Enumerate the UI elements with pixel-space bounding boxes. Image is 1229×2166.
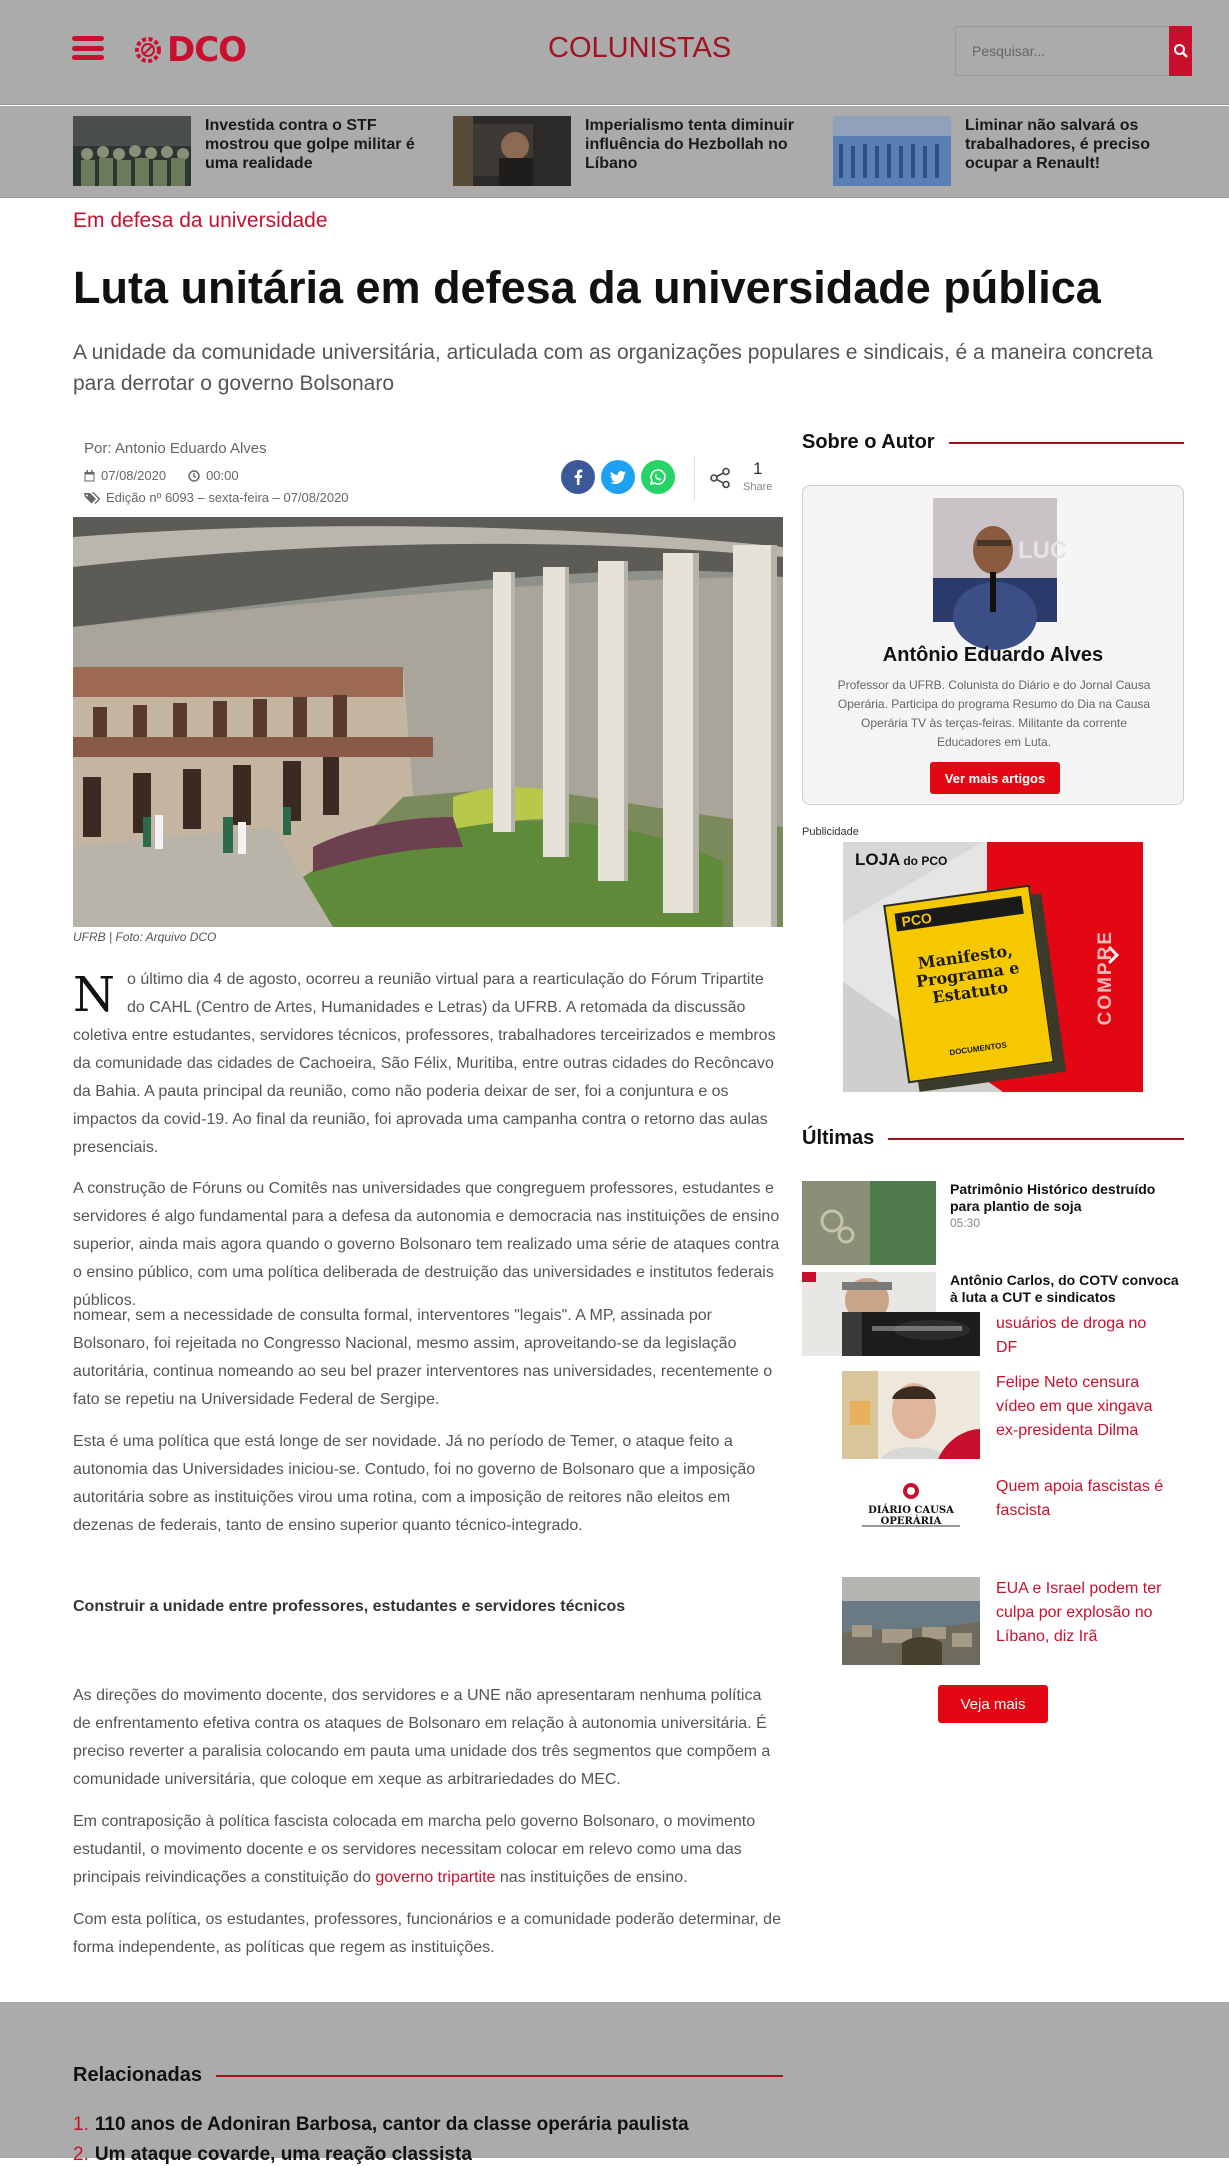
more-news-item[interactable] xyxy=(842,1312,1172,1360)
ticker-item[interactable] xyxy=(833,116,1203,186)
article-date-row xyxy=(84,468,239,483)
ticker-thumbnail xyxy=(833,116,951,186)
latest-title xyxy=(950,1181,1184,1265)
news-thumbnail xyxy=(842,1312,980,1356)
heading-text: Últimas xyxy=(802,1127,875,1149)
paragraph-4: Esta é uma política que está longe de ser novidade. Já no período de Temer, o ataque feito a autonomia das Universidades iniciou-se. Contudo, foi no governo de Bolsonaro que a imposição autoritária sobre as instituições virou uma rotina, com a imposição de reitores não eleitos em dezenas de federais, tanto de ensino superior quanto técnico-integrado. xyxy=(73,1433,756,1534)
news-thumbnail xyxy=(842,1371,980,1459)
author-bio: Professor da UFRB. Colunista do Diário e do Jornal Causa Operária. Participa do programa Resumo do Dia na Causa Operária TV às terças-feiras. Militante da corrente Educadores em Luta. xyxy=(837,678,1151,749)
clock-icon xyxy=(188,470,200,482)
article-hero-image xyxy=(73,517,783,927)
news-thumbnail xyxy=(842,1577,980,1665)
news-title: Quem apoia fascistas é fascista xyxy=(996,1478,1164,1519)
ticker-title: Liminar não salvará os trabalhadores, é preciso ocupar a Renault! xyxy=(965,117,1150,172)
book-cover xyxy=(883,885,1055,1084)
search-icon xyxy=(1173,43,1189,59)
top-header xyxy=(0,0,1229,105)
time-group xyxy=(188,468,239,483)
author-card xyxy=(802,485,1184,805)
related-number: 1. xyxy=(73,2114,89,2135)
news-thumbnail xyxy=(842,1475,980,1563)
paragraph-3: nomear, sem a necessidade de consulta formal, interventores "legais". A MP, assinada por Bolsonaro, foi rejeitada no Congresso Nacional, mesmo assim, aproveitando-se da legislação autoritária, continua nomeando ao seu bel prazer interventores nas universidades, recentemente o fato se repetiu na Universidade Federal de Sergipe. xyxy=(73,1307,773,1408)
paragraph-7: Com esta política, os estudantes, professores, funcionários e a comunidade poderão determinar, de forma independente, as políticas que regem as instituições. xyxy=(73,1911,781,1956)
author-avatar[interactable] xyxy=(933,498,1068,622)
more-news-item[interactable] xyxy=(842,1577,1172,1665)
latest-item[interactable] xyxy=(802,1181,1184,1265)
article-byline[interactable]: Por: Antonio Eduardo Alves xyxy=(84,440,267,457)
latest-time: 05:30 xyxy=(950,1216,981,1230)
headline-ticker xyxy=(0,106,1229,198)
heading-text: Relacionadas xyxy=(73,2064,202,2086)
governo-tripartite-link[interactable]: governo tripartite xyxy=(375,1869,496,1886)
see-more-button[interactable]: Veja mais xyxy=(938,1685,1048,1723)
menu-icon[interactable] xyxy=(72,36,104,60)
related-title: 110 anos de Adoniran Barbosa, cantor da classe operária paulista xyxy=(94,2114,689,2135)
paragraph-6 xyxy=(73,1808,783,1892)
paragraph-2: A construção de Fóruns ou Comitês nas universidades que congreguem professores, estudantes e servidores é algo fundamental para a defesa da autonomia e democracia nas instituições de ensino superior, ainda mais agora quando o governo Bolsonaro tem realizado uma série de ataques contra o ensino público, com uma política deliberada de destruição das universidades e institutos federais públicos. xyxy=(73,1180,780,1309)
article-edition[interactable]: Edição nº 6093 – sexta-feira – 07/08/2020 xyxy=(106,490,349,505)
latest-item[interactable] xyxy=(802,1272,1184,1314)
ad-cta-text: COMPRE xyxy=(1095,930,1116,1026)
advertisement-banner[interactable] xyxy=(843,842,1143,1092)
ticker-item[interactable] xyxy=(73,116,443,186)
heading-text: Sobre o Autor xyxy=(802,431,935,453)
facebook-icon xyxy=(573,469,583,485)
tags-icon xyxy=(84,492,100,504)
latest-title-text: Patrimônio Histórico destruído para plantio de soja xyxy=(950,1181,1156,1214)
search-input[interactable] xyxy=(955,26,1169,76)
article-subtitle: A unidade da comunidade universitária, articulada com as organizações populares e sindicais, é a maneira concreta para derrotar o governo Bolsonaro xyxy=(73,341,1153,395)
article-kicker[interactable]: Em defesa da universidade xyxy=(73,209,328,232)
whatsapp-share-button[interactable] xyxy=(641,460,675,494)
article-time: 00:00 xyxy=(206,468,239,483)
more-news-item[interactable] xyxy=(842,1475,1172,1563)
author-name[interactable]: Antônio Eduardo Alves xyxy=(882,644,1104,666)
store-logo-brand: do PCO xyxy=(903,854,948,868)
share-counter[interactable] xyxy=(694,456,772,500)
drop-cap: N xyxy=(73,967,115,1023)
share-label: Share xyxy=(743,481,773,493)
paragraph-text: nas instituições de ensino. xyxy=(495,1869,688,1886)
article-title: Luta unitária em defesa da universidade pública xyxy=(73,262,1101,313)
paragraph-text: Em contraposição à política fascista colocada em marcha pelo governo Bolsonaro, o movimento estudantil, o movimento docente e os servidores necessitam colocar em relevo como uma das principais reivindicações a constituição do xyxy=(73,1813,756,1886)
share-icon xyxy=(709,467,731,489)
store-logo xyxy=(855,850,947,870)
search-form xyxy=(955,26,1192,76)
diario-logo-text: DIÁRIO CAUSA OPERÁRIA xyxy=(868,1505,954,1527)
related-title: Um ataque covarde, uma reação classista xyxy=(94,2144,472,2165)
svg-text:LUC: LUC xyxy=(1018,537,1068,564)
facebook-share-button[interactable] xyxy=(561,460,595,494)
image-caption: UFRB | Foto: Arquivo DCO xyxy=(73,930,217,944)
latest-heading xyxy=(802,1127,1184,1150)
news-title: usuários de droga no DF xyxy=(996,1315,1147,1356)
paragraph-text: o último dia 4 de agosto, ocorreu a reunião virtual para a rearticulação do Fórum Tripartite do CAHL (Centro de Artes, Humanidades e Letras) da UFRB. A retomada da discussão coletiva entre estudantes, servidores técnicos, professores, trabalhadores terceirizados e membros da comunidade das cidades de Cachoeira, São Félix, Muritiba, entre outras cidades do Recôncavo da Bahia. A pauta principal da reunião, como não poderia deixar de ser, foi a conjuntura e os impactos da covid-19. Ao final da reunião, foi aprovada uma campanha contra o retorno das aulas presenciais. xyxy=(73,971,776,1156)
site-logo[interactable] xyxy=(133,30,246,70)
date-group xyxy=(84,468,166,483)
gear-hammer-sickle-icon xyxy=(133,35,163,65)
latest-title: Antônio Carlos, do COTV convoca à luta a CUT e sindicatos xyxy=(950,1272,1179,1305)
paragraph-1 xyxy=(73,966,783,1162)
ticker-title: Investida contra o STF mostrou que golpe militar é uma realidade xyxy=(205,117,415,172)
article-date: 07/08/2020 xyxy=(101,468,167,483)
book-subtitle: DOCUMENTOS xyxy=(948,1040,1008,1058)
about-author-heading xyxy=(802,431,1184,454)
ad-label: Publicidade xyxy=(802,826,859,838)
calendar-icon xyxy=(84,470,95,482)
section-heading: Construir a unidade entre professores, estudantes e servidores técnicos xyxy=(73,1598,626,1615)
ticker-thumbnail xyxy=(73,116,191,186)
ticker-title: Imperialismo tenta diminuir influência do Hezbollah no Líbano xyxy=(585,117,794,172)
share-buttons xyxy=(561,460,675,494)
whatsapp-icon xyxy=(650,469,666,485)
book-brand: PCO xyxy=(894,896,1023,932)
related-item[interactable] xyxy=(73,2114,689,2136)
university-building-photo xyxy=(73,517,783,927)
logo-text: DCO xyxy=(167,30,247,70)
book-title: Manifesto, Programa e Estatuto xyxy=(914,940,1021,1008)
more-articles-button[interactable]: Ver mais artigos xyxy=(930,762,1060,794)
store-logo-text: LOJA xyxy=(855,850,901,869)
paragraph-5: As direções do movimento docente, dos servidores e a UNE não apresentaram nenhuma política de enfrentamento efetiva contra os ataques de Bolsonaro em relação à autonomia universitária. É preciso reverter a paralisia colocando em pauta uma unidade dos três segmentos que compõem a comunidade universitária, que coloque em xeque as arbitrariedades do MEC. xyxy=(73,1687,771,1788)
news-title: Felipe Neto censura vídeo em que xingava ex-presidenta Dilma xyxy=(996,1374,1153,1439)
ticker-item[interactable] xyxy=(453,116,823,186)
twitter-icon xyxy=(610,471,626,484)
latest-thumbnail xyxy=(802,1181,936,1265)
twitter-share-button[interactable] xyxy=(601,460,635,494)
share-count-value: 1 xyxy=(752,459,763,478)
share-count xyxy=(743,460,772,496)
author-photo xyxy=(933,498,1068,622)
more-news-item[interactable] xyxy=(842,1371,1172,1459)
news-title: EUA e Israel podem ter culpa por explosão no Líbano, diz Irã xyxy=(996,1580,1162,1645)
related-number: 2. xyxy=(73,2144,89,2165)
ticker-thumbnail xyxy=(453,116,571,186)
related-heading xyxy=(73,2064,783,2087)
related-item[interactable] xyxy=(73,2144,472,2166)
section-title[interactable]: COLUNISTAS xyxy=(548,32,732,64)
article-edition-row xyxy=(84,490,349,505)
search-button[interactable] xyxy=(1169,26,1192,76)
